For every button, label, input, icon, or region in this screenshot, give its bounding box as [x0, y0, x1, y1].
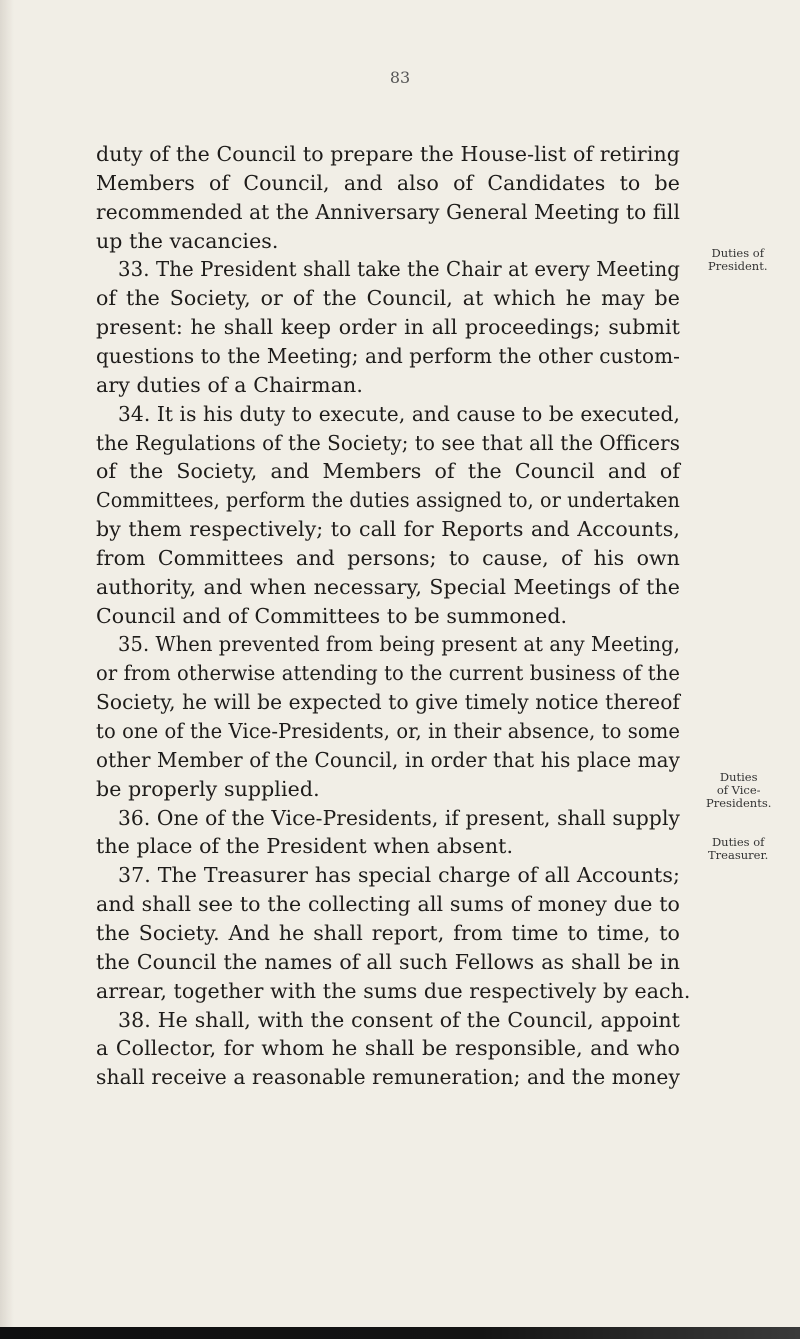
margin-note-line: President. [708, 259, 768, 273]
text-line: from Committees and persons; to cause, of his own [96, 545, 680, 570]
text-line: of the Society, and Members of the Council and of [96, 459, 680, 484]
text-line: Society, he will be expected to give timely notice thereof [96, 690, 680, 715]
text-line: the Regulations of the Society; to see that all the Officers [96, 430, 680, 455]
text-line: Council and of Committees to be summoned. [96, 603, 568, 628]
text-line: arrear, together with the sums due respectively by each. [96, 978, 691, 1003]
text-line: the Council the names of all such Fellows as shall be in [96, 949, 680, 974]
text-line: 34. It is his duty to execute, and cause to be executed, [118, 401, 680, 426]
text-line: duty of the Council to prepare the House-list of retiring [96, 142, 680, 166]
text-line: or from otherwise attending to the current business of the [96, 661, 680, 686]
text-line: up the vacancies. [96, 228, 279, 253]
text-line: the Society. And he shall report, from time to time, to [96, 920, 680, 945]
text-line: authority, and when necessary, Special Meetings of the [96, 574, 680, 599]
margin-note-duties-of-treasurer [708, 836, 768, 862]
text-line: 33. The President shall take the Chair at every Meeting [118, 257, 680, 282]
text-line: ary duties of a Chairman. [96, 372, 363, 397]
margin-note-line: of Vice- [716, 783, 761, 797]
margin-note-line: Treasurer. [708, 848, 769, 862]
text-line: questions to the Meeting; and perform the other custom- [96, 343, 680, 368]
margin-note-duties-of-president [708, 247, 767, 273]
text-line: and shall see to the collecting all sums of money due to [96, 892, 680, 917]
text-line: other Member of the Council, in order that his place may [96, 747, 680, 772]
margin-note-line: Duties of [711, 246, 764, 260]
text-line: 37. The Treasurer has special charge of all Accounts; [118, 863, 680, 888]
text-line: Members of Council, and also of Candidates to be [96, 170, 680, 195]
scan-edge-bar [0, 1327, 800, 1339]
margin-note-line: Duties [719, 770, 758, 784]
text-line: 35. When prevented from being present at any Meeting, [118, 632, 680, 657]
text-line: recommended at the Anniversary General Meeting to fill [96, 199, 680, 224]
text-line: shall receive a reasonable remuneration; and the money [96, 1065, 680, 1090]
text-line: 36. One of the Vice-Presidents, if present, shall supply [118, 805, 680, 830]
text-line: a Collector, for whom he shall be responsible, and who [96, 1036, 680, 1061]
page-gutter-shadow [0, 0, 14, 1339]
text-line: the place of the President when absent. [96, 834, 514, 859]
page-number: 83 [389, 68, 411, 87]
text-line: 38. He shall, with the consent of the Council, appoint [118, 1007, 680, 1032]
margin-note-line: Duties of [711, 835, 765, 849]
text-line: to one of the Vice-Presidents, or, in their absence, to some [96, 719, 680, 743]
text-line: present: he shall keep order in all proceedings; submit [96, 315, 680, 340]
text-line: Committees, perform the duties assigned to, or undertaken [96, 488, 680, 513]
text-line: be properly supplied. [96, 776, 320, 801]
margin-note-line: Presidents. [706, 796, 772, 810]
margin-note-duties-of-vice-presidents [706, 771, 771, 810]
text-line: of the Society, or of the Council, at which he may be [96, 286, 680, 311]
text-line: by them respectively; to call for Reports and Accounts, [96, 517, 680, 542]
